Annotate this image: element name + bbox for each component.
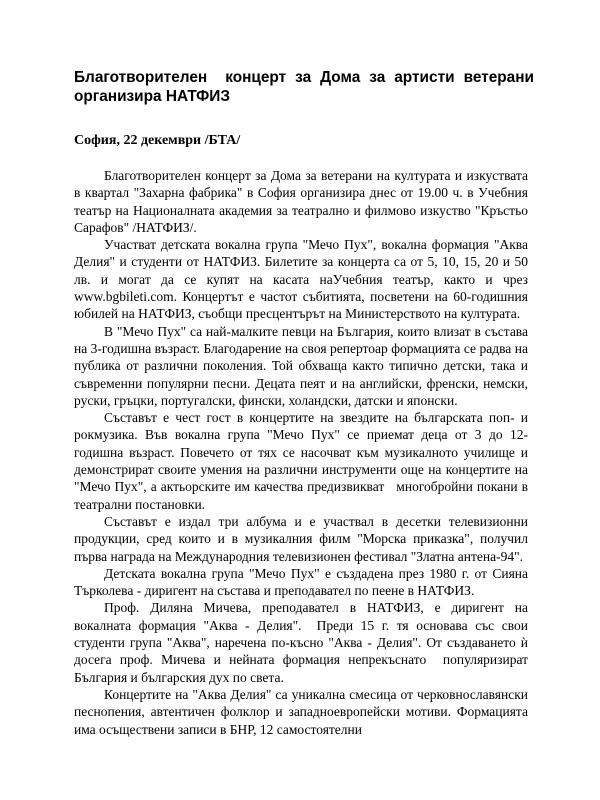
body-paragraph: Детската вокална група "Мечо Пух" е създадена през 1980 г. от Сияна Търколева - диригент на състава и преподавател по пеене в НАТФИЗ. bbox=[74, 565, 532, 599]
body-paragraph: В "Мечо Пух" са най-малките певци на България, които влизат в състава на 3-годишна възраст. Благодарение на своя репертоар формацията се радва на публика от различни поколения. Той обхваща както типично детски, така и съвременни популярни песни. Децата пеят и на английски, френски, немски, руски, гръцки, португалски, фински, холандски, датски и японски. bbox=[74, 323, 532, 408]
body-paragraph: Участват детската вокална група "Мечо Пух", вокална формация "Аква Делия" и студенти от НАТФИЗ. Билетите за концерта са от 5, 10, 15, 20 и 50 лв. и могат да се купят на касата наУчебния театър, както и чрез www.bgbileti.com. Концертът е частот събитията, посветени на 60-годишния юбилей на НАТФИЗ, съобщи пресцентърът на Министерството на културата. bbox=[74, 237, 532, 322]
body-paragraph: Съставът е издал три албума и е участвал в десетки телевизионни продукции, сред които и в музикалния филм "Морска приказка", получил първа награда на Международния телевизионен фестивал "Златна антена-94". bbox=[74, 513, 532, 564]
body-paragraph: Съставът е чест гост в концертите на звездите на българската поп- и рокмузика. Във вокална група "Мечо Пух" се приемат деца от 3 до 12-годишна възраст. Повечето от тях се насочват към музикалното училище и демонстрират своите умения на различни инструменти още на концертите на "Мечо Пух", а актьорските им качества предизвикват многобройни покани в театрални постановки. bbox=[74, 410, 532, 512]
body-paragraph: Проф. Диляна Мичева, преподавател в НАТФИЗ, е диригент на вокалната формация "Аква - Делия". Преди 15 г. тя основава със свои студенти група "Аква", наречена по-късно "Аква - Делия". От създаването ѝ досега проф. Мичева и нейната формация непрекъснато популяризират България и българския дух по света. bbox=[74, 600, 532, 685]
body-paragraph: Концертите на "Аква Делия" са уникална смесица от черковнославянски песнопения, автентичен фолклор и западноевропейски мотиви. Формацията има осъществени записи в БНР, 12 самостоятелни bbox=[74, 686, 532, 737]
article-dateline: София, 22 декември /БТА/ bbox=[74, 133, 241, 148]
article-headline: Благотворителен концерт за Дома за артисти ветерани организира НАТФИЗ bbox=[74, 69, 539, 105]
body-paragraph: Благотворителен концерт за Дома за ветерани на културата и изкуствата в квартал "Захарна фабрика" в София организира днес от 19.00 ч. в Учебния театър на Националната академия за театрално и филмово изкуство "Кръстьо Сарафов" /НАТФИЗ/. bbox=[74, 168, 532, 235]
article-body bbox=[74, 167, 532, 738]
